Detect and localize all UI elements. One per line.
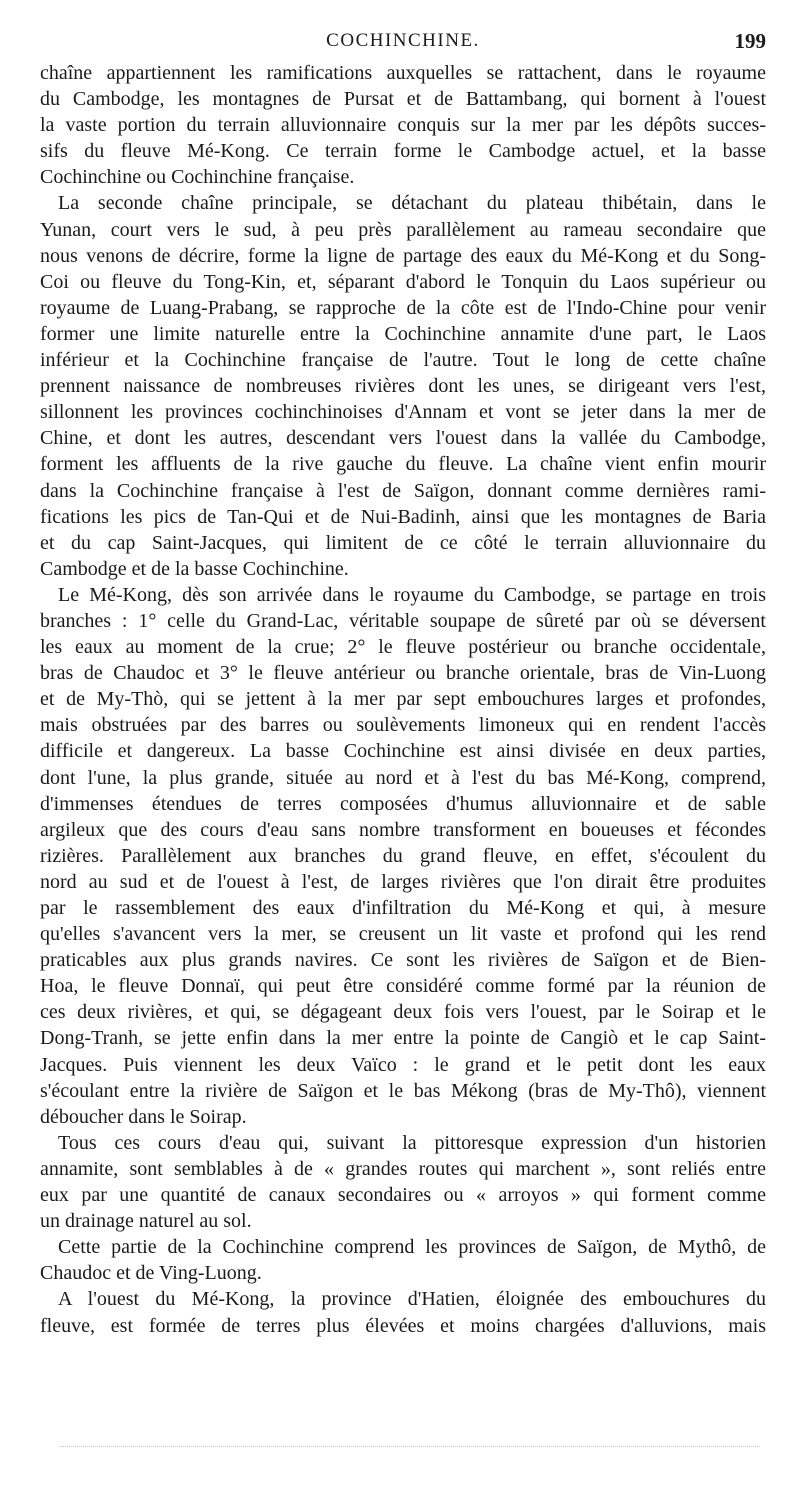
text-line: Coi ou fleuve du Tong-Kin, et, séparant d'abord le Tonquin du Laos supérieur ou	[40, 270, 766, 293]
page-number: 199	[734, 29, 766, 53]
text-line: Hoa, le fleuve Donnaï, qui peut être considéré comme formé par la réunion de	[40, 975, 766, 998]
paragraph-first-line: Le Mé-Kong, dès son arrivée dans le royaume du Cambodge, se partage en trois	[58, 583, 766, 606]
paragraph-first-line: Cette partie de la Cochinchine comprend les provinces de Saïgon, de Mythô, de	[58, 1236, 766, 1259]
text-line: eux par une quantité de canaux secondaires ou « arroyos » qui forment comme	[40, 1184, 766, 1207]
text-line: les eaux au moment de la crue; 2° le fleuve postérieur ou branche occidentale,	[40, 636, 766, 659]
text-line: s'écoulant entre la rivière de Saïgon et le bas Mékong (bras de My-Thô), viennent	[40, 1079, 766, 1102]
paragraph-first-line: Tous ces cours d'eau qui, suivant la pittoresque expression d'un historien	[58, 1131, 766, 1154]
page-header	[40, 28, 766, 54]
text-line: fications les pics de Tan-Qui et de Nui-Badinh, ainsi que les montagnes de Baria	[40, 505, 766, 528]
text-line: Jacques. Puis viennent les deux Vaïco : le grand et le petit dont les eaux	[40, 1053, 766, 1076]
text-line: Yunan, court vers le sud, à peu près parallèlement au rameau secondaire que	[40, 218, 766, 241]
text-line: d'immenses étendues de terres composées d'humus alluvionnaire et de sable	[40, 792, 766, 815]
text-line: et de My-Thò, qui se jettent à la mer par sept embouchures larges et profondes,	[40, 688, 766, 711]
text-line: argileux que des cours d'eau sans nombre transforment en boueuses et fécondes	[40, 818, 766, 841]
text-line: difficile et dangereux. La basse Cochinchine est ainsi divisée en deux parties,	[40, 740, 766, 763]
paragraph-first-line: A l'ouest du Mé-Kong, la province d'Hatien, éloignée des embouchures du	[58, 1288, 766, 1311]
text-line: Dong-Tranh, se jette enfin dans la mer entre la pointe de Cangiò et le cap Saint-	[40, 1027, 766, 1050]
text-line: nord au sud et de l'ouest à l'est, de larges rivières que l'on dirait être produites	[40, 870, 766, 893]
text-line: chaîne appartiennent les ramifications auxquelles se rattachent, dans le royaume	[40, 62, 766, 84]
paragraph-first-line: La seconde chaîne principale, se détachant du plateau thibétain, dans le	[58, 192, 766, 215]
text-line: dans la Cochinchine française à l'est de Saïgon, donnant comme dernières rami-	[40, 479, 766, 502]
text-line: Cochinchine ou Cochinchine française.	[40, 166, 355, 189]
text-line: déboucher dans le Soirap.	[40, 1105, 247, 1128]
footer-rule	[60, 1446, 760, 1451]
text-line: fleuve, est formée de terres plus élevées et moins chargées d'alluvions, mais	[40, 1314, 766, 1337]
text-line: annamite, sont semblables à de « grandes routes qui marchent », sont reliés entre	[40, 1157, 766, 1180]
text-line: qu'elles s'avancent vers la mer, se creusent un lit vaste et profond qui les rend	[40, 923, 766, 946]
text-line: par le rassemblement des eaux d'infiltration du Mé-Kong et qui, à mesure	[40, 897, 766, 919]
text-line: ces deux rivières, et qui, se dégageant deux fois vers l'ouest, par le Soirap et le	[40, 1001, 766, 1024]
text-line: du Cambodge, les montagnes de Pursat et de Battambang, qui bornent à l'ouest	[40, 88, 766, 111]
text-line: sifs du fleuve Mé-Kong. Ce terrain forme le Cambodge actuel, et la basse	[40, 140, 766, 163]
text-line: et du cap Saint-Jacques, qui limitent de ce côté le terrain alluvionnaire du	[40, 531, 766, 554]
text-line: branches : 1° celle du Grand-Lac, véritable soupape de sûreté par où se déversent	[40, 609, 766, 632]
text-line: Cambodge et de la basse Cochinchine.	[40, 557, 349, 580]
text-line: prennent naissance de nombreuses rivières dont les unes, se dirigeant vers l'est,	[40, 375, 766, 398]
text-line: sillonnent les provinces cochinchinoises d'Annam et vont se jeter dans la mer de	[40, 401, 766, 424]
text-line: mais obstruées par des barres ou soulèvements limoneux qui en rendent l'accès	[40, 714, 766, 737]
text-line: forment les affluents de la rive gauche du fleuve. La chaîne vient enfin mourir	[40, 453, 766, 476]
text-line: inférieur et la Cochinchine française de l'autre. Tout le long de cette chaîne	[40, 349, 766, 372]
text-line: rizières. Parallèlement aux branches du grand fleuve, en effet, s'écoulent du	[40, 844, 766, 867]
page-body	[40, 60, 766, 1339]
running-title: COCHINCHINE.	[326, 30, 480, 51]
text-line: un drainage naturel au sol.	[40, 1210, 252, 1233]
text-line: Chine, et dont les autres, descendant vers l'ouest dans la vallée du Cambodge,	[40, 427, 766, 450]
text-line: bras de Chaudoc et 3° le fleuve antérieur ou branche orientale, bras de Vin-Luong	[40, 662, 766, 685]
text-line: praticables aux plus grands navires. Ce sont les rivières de Saïgon et de Bien-	[40, 949, 766, 972]
text-line: la vaste portion du terrain alluvionnaire conquis sur la mer par les dépôts succes-	[40, 114, 766, 137]
text-line: former une limite naturelle entre la Cochinchine annamite d'une part, le Laos	[40, 322, 766, 345]
text-line: Chaudoc et de Ving-Luong.	[40, 1262, 262, 1285]
text-line: dont l'une, la plus grande, située au nord et à l'est du bas Mé-Kong, comprend,	[40, 766, 766, 789]
text-line: royaume de Luang-Prabang, se rapproche de la côte est de l'Indo-Chine pour venir	[40, 296, 766, 319]
text-line: nous venons de décrire, forme la ligne de partage des eaux du Mé-Kong et du Song-	[40, 244, 766, 267]
